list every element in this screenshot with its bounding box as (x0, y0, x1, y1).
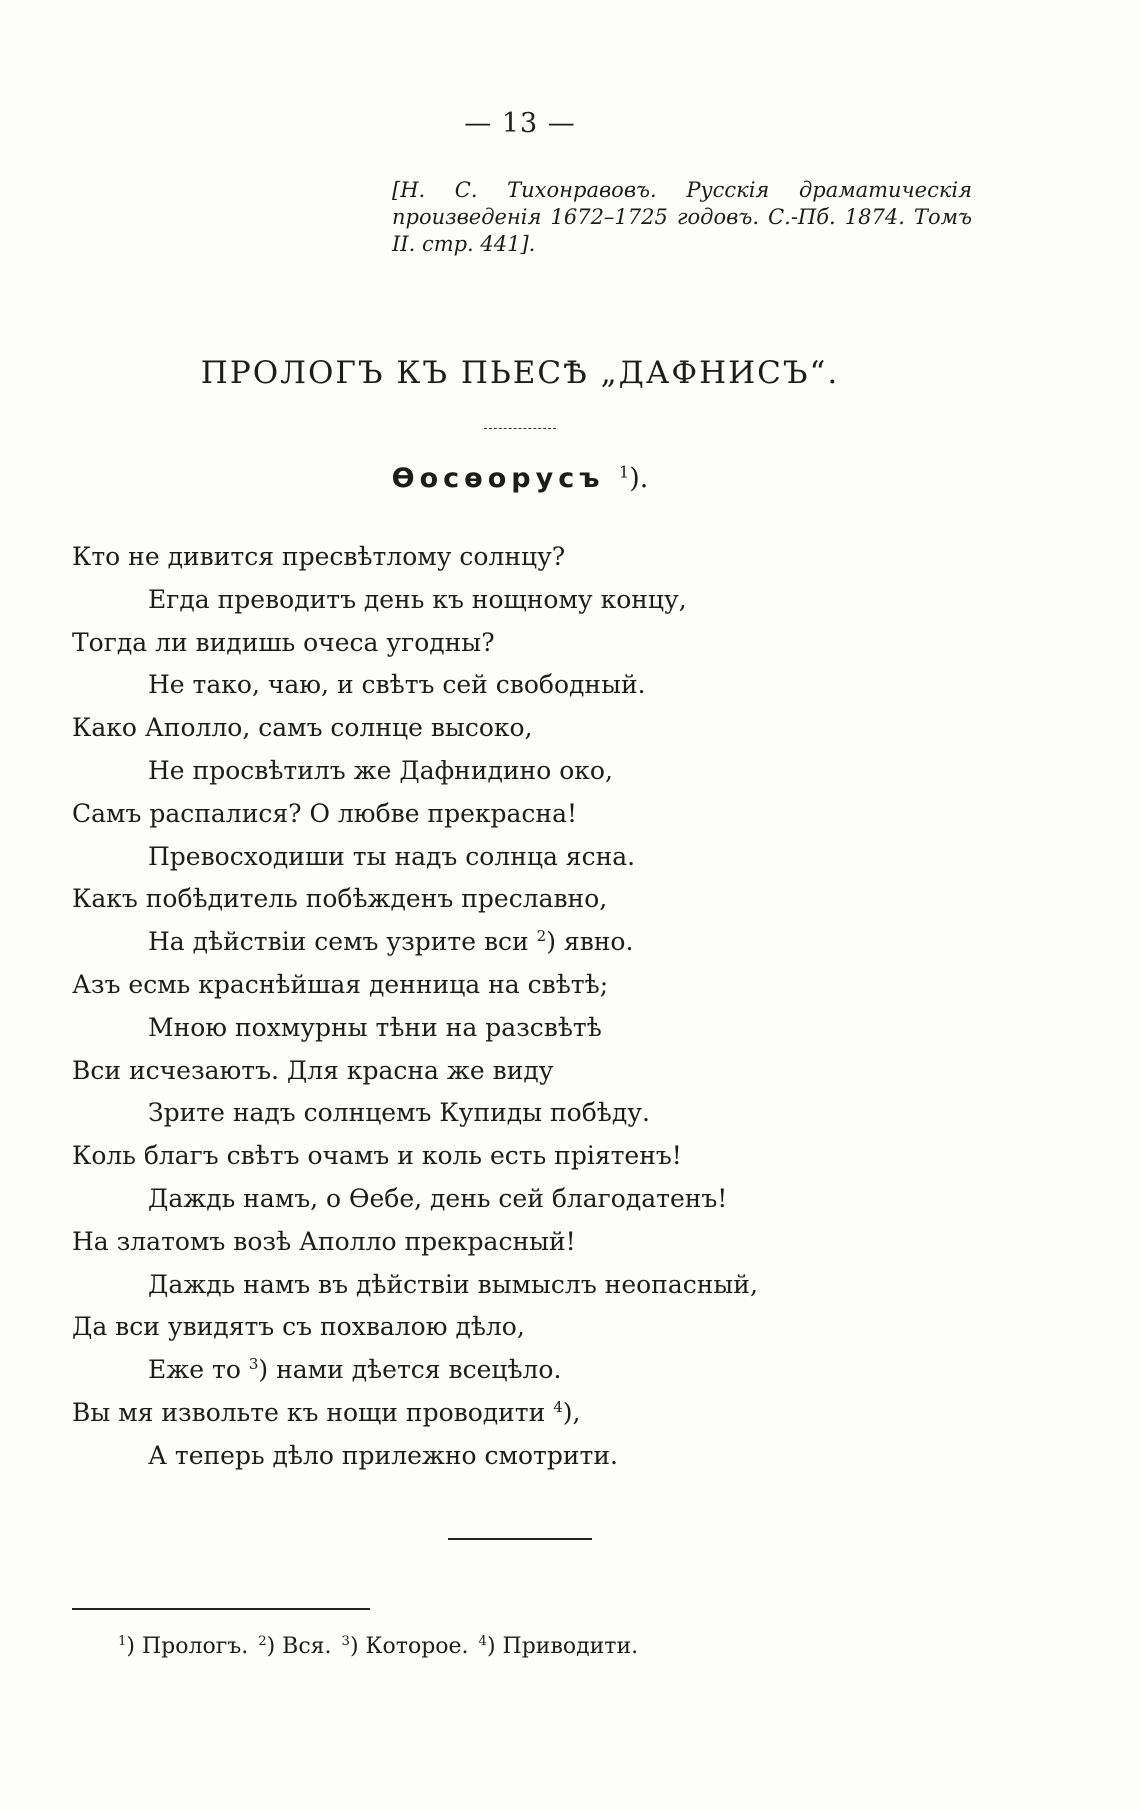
verse-line (72, 793, 972, 836)
verse-line (72, 1135, 972, 1178)
footnote (342, 1634, 469, 1659)
verse-text: Да вси увидятъ съ похвалою дѣло, (72, 1312, 525, 1342)
verse-text: Превосходиши ты надъ солнца ясна. (148, 841, 636, 871)
verse-text: Даждь намъ въ дѣйствіи вымыслъ неопасный, (148, 1269, 758, 1299)
verse-text: Коль благъ свѣтъ очамъ и коль есть пріятенъ! (72, 1141, 682, 1171)
verse-line (72, 750, 972, 793)
verse-text: Не тако, чаю, и свѣтъ сей свободный. (148, 670, 646, 700)
verse-line (72, 664, 972, 707)
verse-text: Вы мя извольте къ нощи проводити (72, 1397, 554, 1427)
speaker-name: Ѳосѳорусъ (391, 463, 605, 494)
verse-text: На златомъ возѣ Аполло прекрасный! (72, 1226, 576, 1256)
speaker-heading (0, 463, 1040, 494)
verse-line (72, 1264, 972, 1307)
footnote-text: ) Прологъ. (126, 1634, 249, 1659)
verse-text: ) нами дѣется всецѣло. (258, 1355, 562, 1385)
verse-line (72, 1050, 972, 1093)
footnote-mark: 1 (618, 462, 630, 482)
verse-text: Кто не дивится пресвѣтлому солнцу? (72, 542, 566, 571)
verse-text: Вси исчезаютъ. Для красна же виду (72, 1055, 554, 1085)
footnote-mark: 4 (478, 1634, 487, 1650)
verse-line (72, 536, 972, 579)
verse-line (72, 1349, 972, 1392)
verse-line (72, 1392, 972, 1435)
footnotes (118, 1634, 638, 1659)
page-title: ПРОЛОГЪ КЪ ПЬЕСѢ „ДАФНИСЪ“. (200, 355, 840, 391)
verse-line (72, 878, 972, 921)
footnote-text: ) Которое. (349, 1634, 469, 1659)
verse-text: На дѣйствіи семъ узрите вси (148, 927, 537, 957)
page-number: — 13 — (464, 108, 576, 139)
verse-text: Зрите надъ солнцемъ Купиды побѣду. (148, 1098, 650, 1128)
footnote (258, 1634, 331, 1659)
speaker-suffix: ). (629, 463, 649, 494)
verse-text: ) явно. (546, 927, 634, 957)
footnote-text: ) Приводити. (486, 1634, 639, 1659)
verse-line (72, 1306, 972, 1349)
verse-text: Еже то (148, 1355, 249, 1385)
verse-block (72, 536, 972, 1478)
footnote-mark: 2 (536, 927, 547, 946)
verse-text: Егда преводитъ день къ нощному концу, (148, 584, 687, 614)
verse-line (72, 836, 972, 879)
verse-line (72, 579, 972, 622)
verse-text: Азъ есмь краснѣйшая денница на свѣтѣ; (72, 969, 609, 999)
verse-line (72, 1007, 972, 1050)
verse-text: Тогда ли видишь очеса угодны? (72, 627, 495, 657)
footnote-mark: 3 (341, 1634, 350, 1650)
verse-line (72, 1178, 972, 1221)
verse-line (72, 921, 972, 964)
verse-text: А теперь дѣло прилежно смотрити. (148, 1440, 618, 1470)
verse-text: Самъ распалися? О любве прекрасна! (72, 798, 578, 828)
footnote-mark: 4 (553, 1397, 563, 1416)
verse-text: Како Аполло, самъ солнце высоко, (72, 713, 533, 743)
verse-line (72, 964, 972, 1007)
footnote-mark: 3 (248, 1355, 259, 1374)
footnote (118, 1634, 248, 1659)
footnote-text: ) Вся. (266, 1634, 332, 1659)
verse-line (72, 707, 972, 750)
verse-line (72, 1435, 972, 1478)
footnote-mark: 1 (118, 1634, 127, 1650)
verse-text: Не просвѣтилъ же Дафнидино око, (148, 755, 613, 785)
verse-line (72, 1092, 972, 1135)
verse-line (72, 622, 972, 665)
verse-text: Мною похмурны тѣни на разсвѣтѣ (148, 1012, 602, 1042)
footnote-mark: 2 (258, 1634, 267, 1650)
verse-text: Даждь намъ, о Ѳебе, день сей благодатенъ! (148, 1183, 728, 1213)
verse-text: ), (562, 1397, 581, 1427)
verse-line (72, 1221, 972, 1264)
section-divider (448, 1538, 592, 1540)
footnote (479, 1634, 639, 1659)
source-citation: [Н. С. Тихонравовъ. Русскія драматическія произведенія 1672–1725 годовъ. С.-Пб. 1874. Томъ II. стр. 441]. (392, 178, 972, 256)
verse-text: Какъ побѣдитель побѣжденъ преславно, (72, 884, 608, 914)
title-divider (484, 428, 556, 429)
footnote-divider (72, 1608, 370, 1610)
